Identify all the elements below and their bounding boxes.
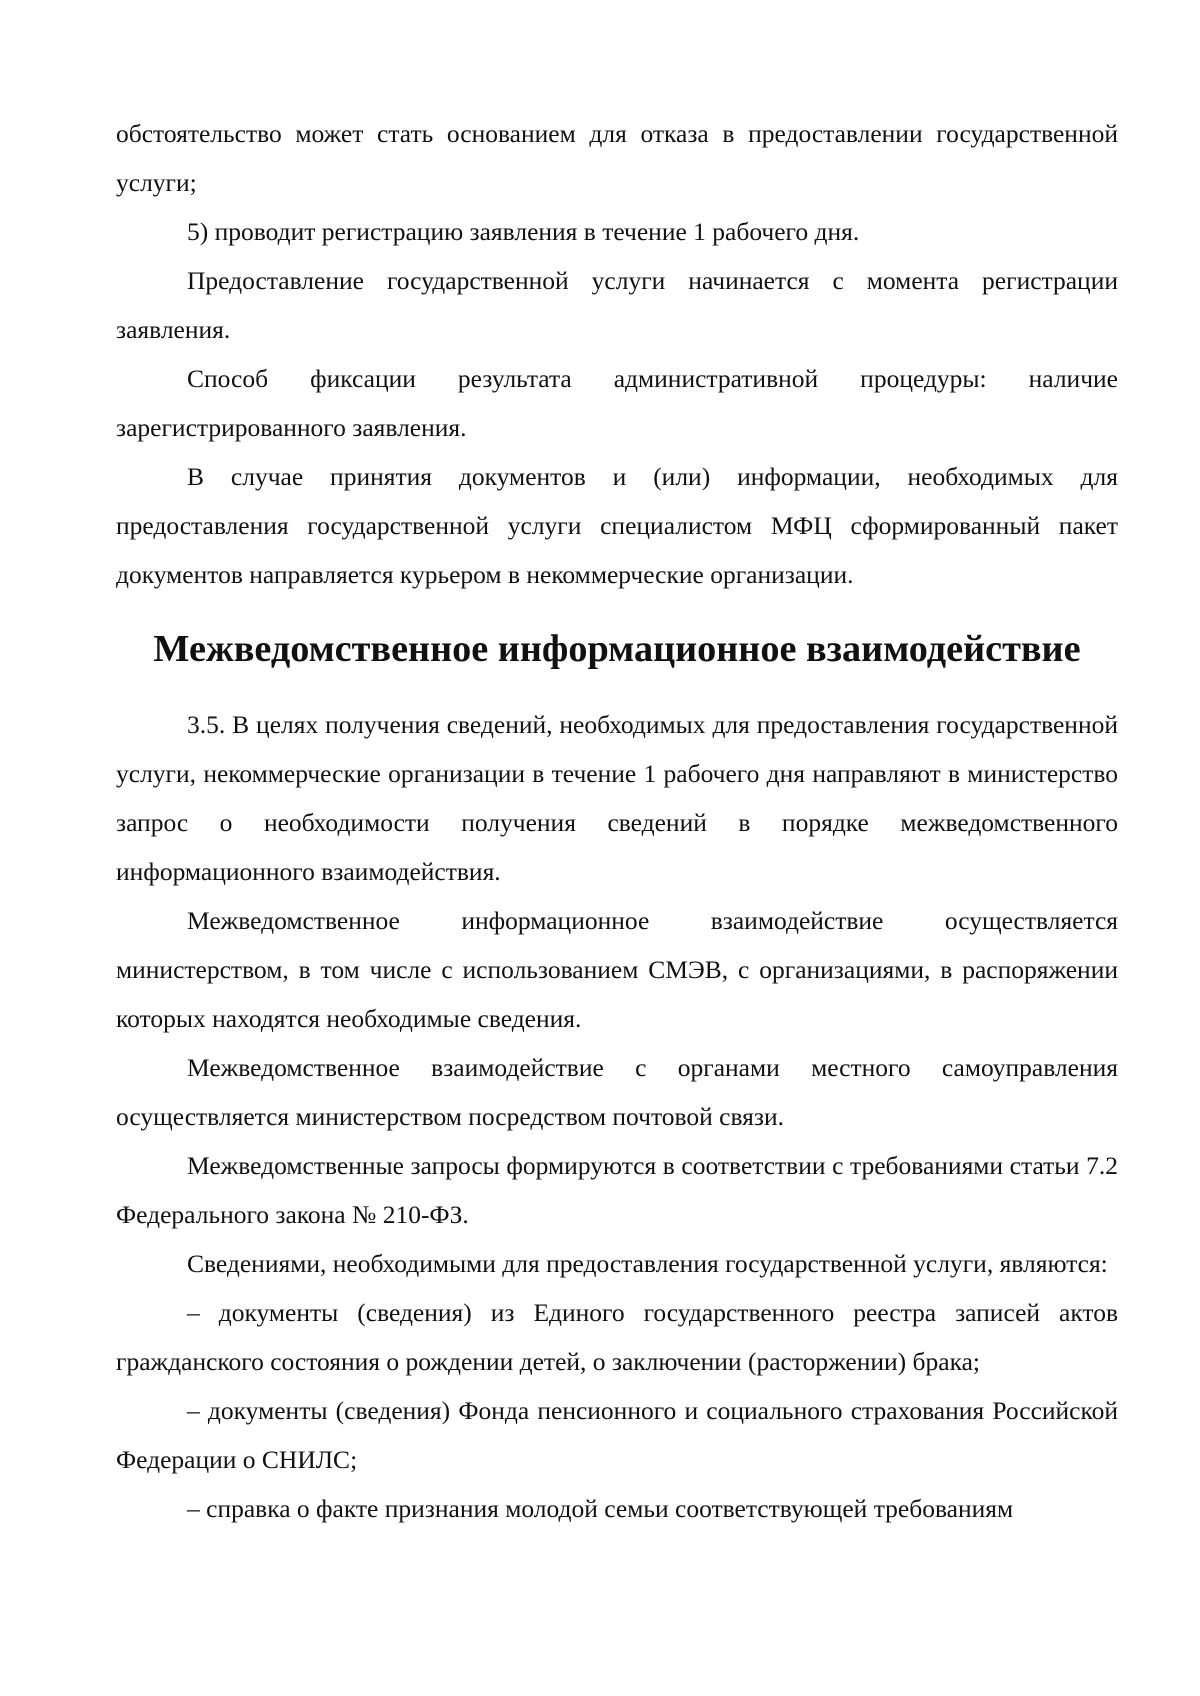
section-heading: Межведомственное информационное взаимодействие <box>153 628 1081 670</box>
paragraph-fixation-method: Способ фиксации результата административной процедуры: наличие зарегистрированного заявления. <box>116 364 1118 442</box>
paragraph-continuation: обстоятельство может стать основанием для отказа в предоставлении государственной услуги; <box>116 119 1118 197</box>
list-item-young-family: – справка о факте признания молодой семьи соответствующей требованиям <box>187 1494 1014 1523</box>
list-item-pension-fund: – документы (сведения) Фонда пенсионного и социального страхования Российской Федерации о СНИЛС; <box>116 1396 1118 1474</box>
paragraph-mfc-courier: В случае принятия документов и (или) информации, необходимых для предоставления государственной услуги специалистом МФЦ сформированный пакет документов направляется курьером в некоммерческие организации. <box>116 462 1118 589</box>
paragraph-local-government: Межведомственное взаимодействие с органами местного самоуправления осуществляется министерством посредством почтовой связи. <box>116 1053 1118 1131</box>
paragraph-service-start: Предоставление государственной услуги начинается с момента регистрации заявления. <box>116 266 1118 344</box>
document-page <box>116 109 1118 1533</box>
paragraph-item-5: 5) проводит регистрацию заявления в течение 1 рабочего дня. <box>187 217 860 246</box>
paragraph-3-5: 3.5. В целях получения сведений, необходимых для предоставления государственной услуги, некоммерческие организации в течение 1 рабочего дня направляют в министерство запрос о необходимости получения сведений в порядке межведомственного информационного взаимодействия. <box>116 710 1118 886</box>
paragraph-smev: Межведомственное информационное взаимодействие осуществляется министерством, в том числе с использованием СМЭВ, с организациями, в распоряжении которых находятся необходимые сведения. <box>116 906 1118 1033</box>
list-item-civil-registry: – документы (сведения) из Единого государственного реестра записей актов гражданского состояния о рождении детей, о заключении (расторжении) брака; <box>116 1298 1118 1376</box>
paragraph-federal-law: Межведомственные запросы формируются в соответствии с требованиями статьи 7.2 Федерального закона № 210-ФЗ. <box>116 1151 1118 1229</box>
paragraph-required-info: Сведениями, необходимыми для предоставления государственной услуги, являются: <box>187 1249 1108 1278</box>
